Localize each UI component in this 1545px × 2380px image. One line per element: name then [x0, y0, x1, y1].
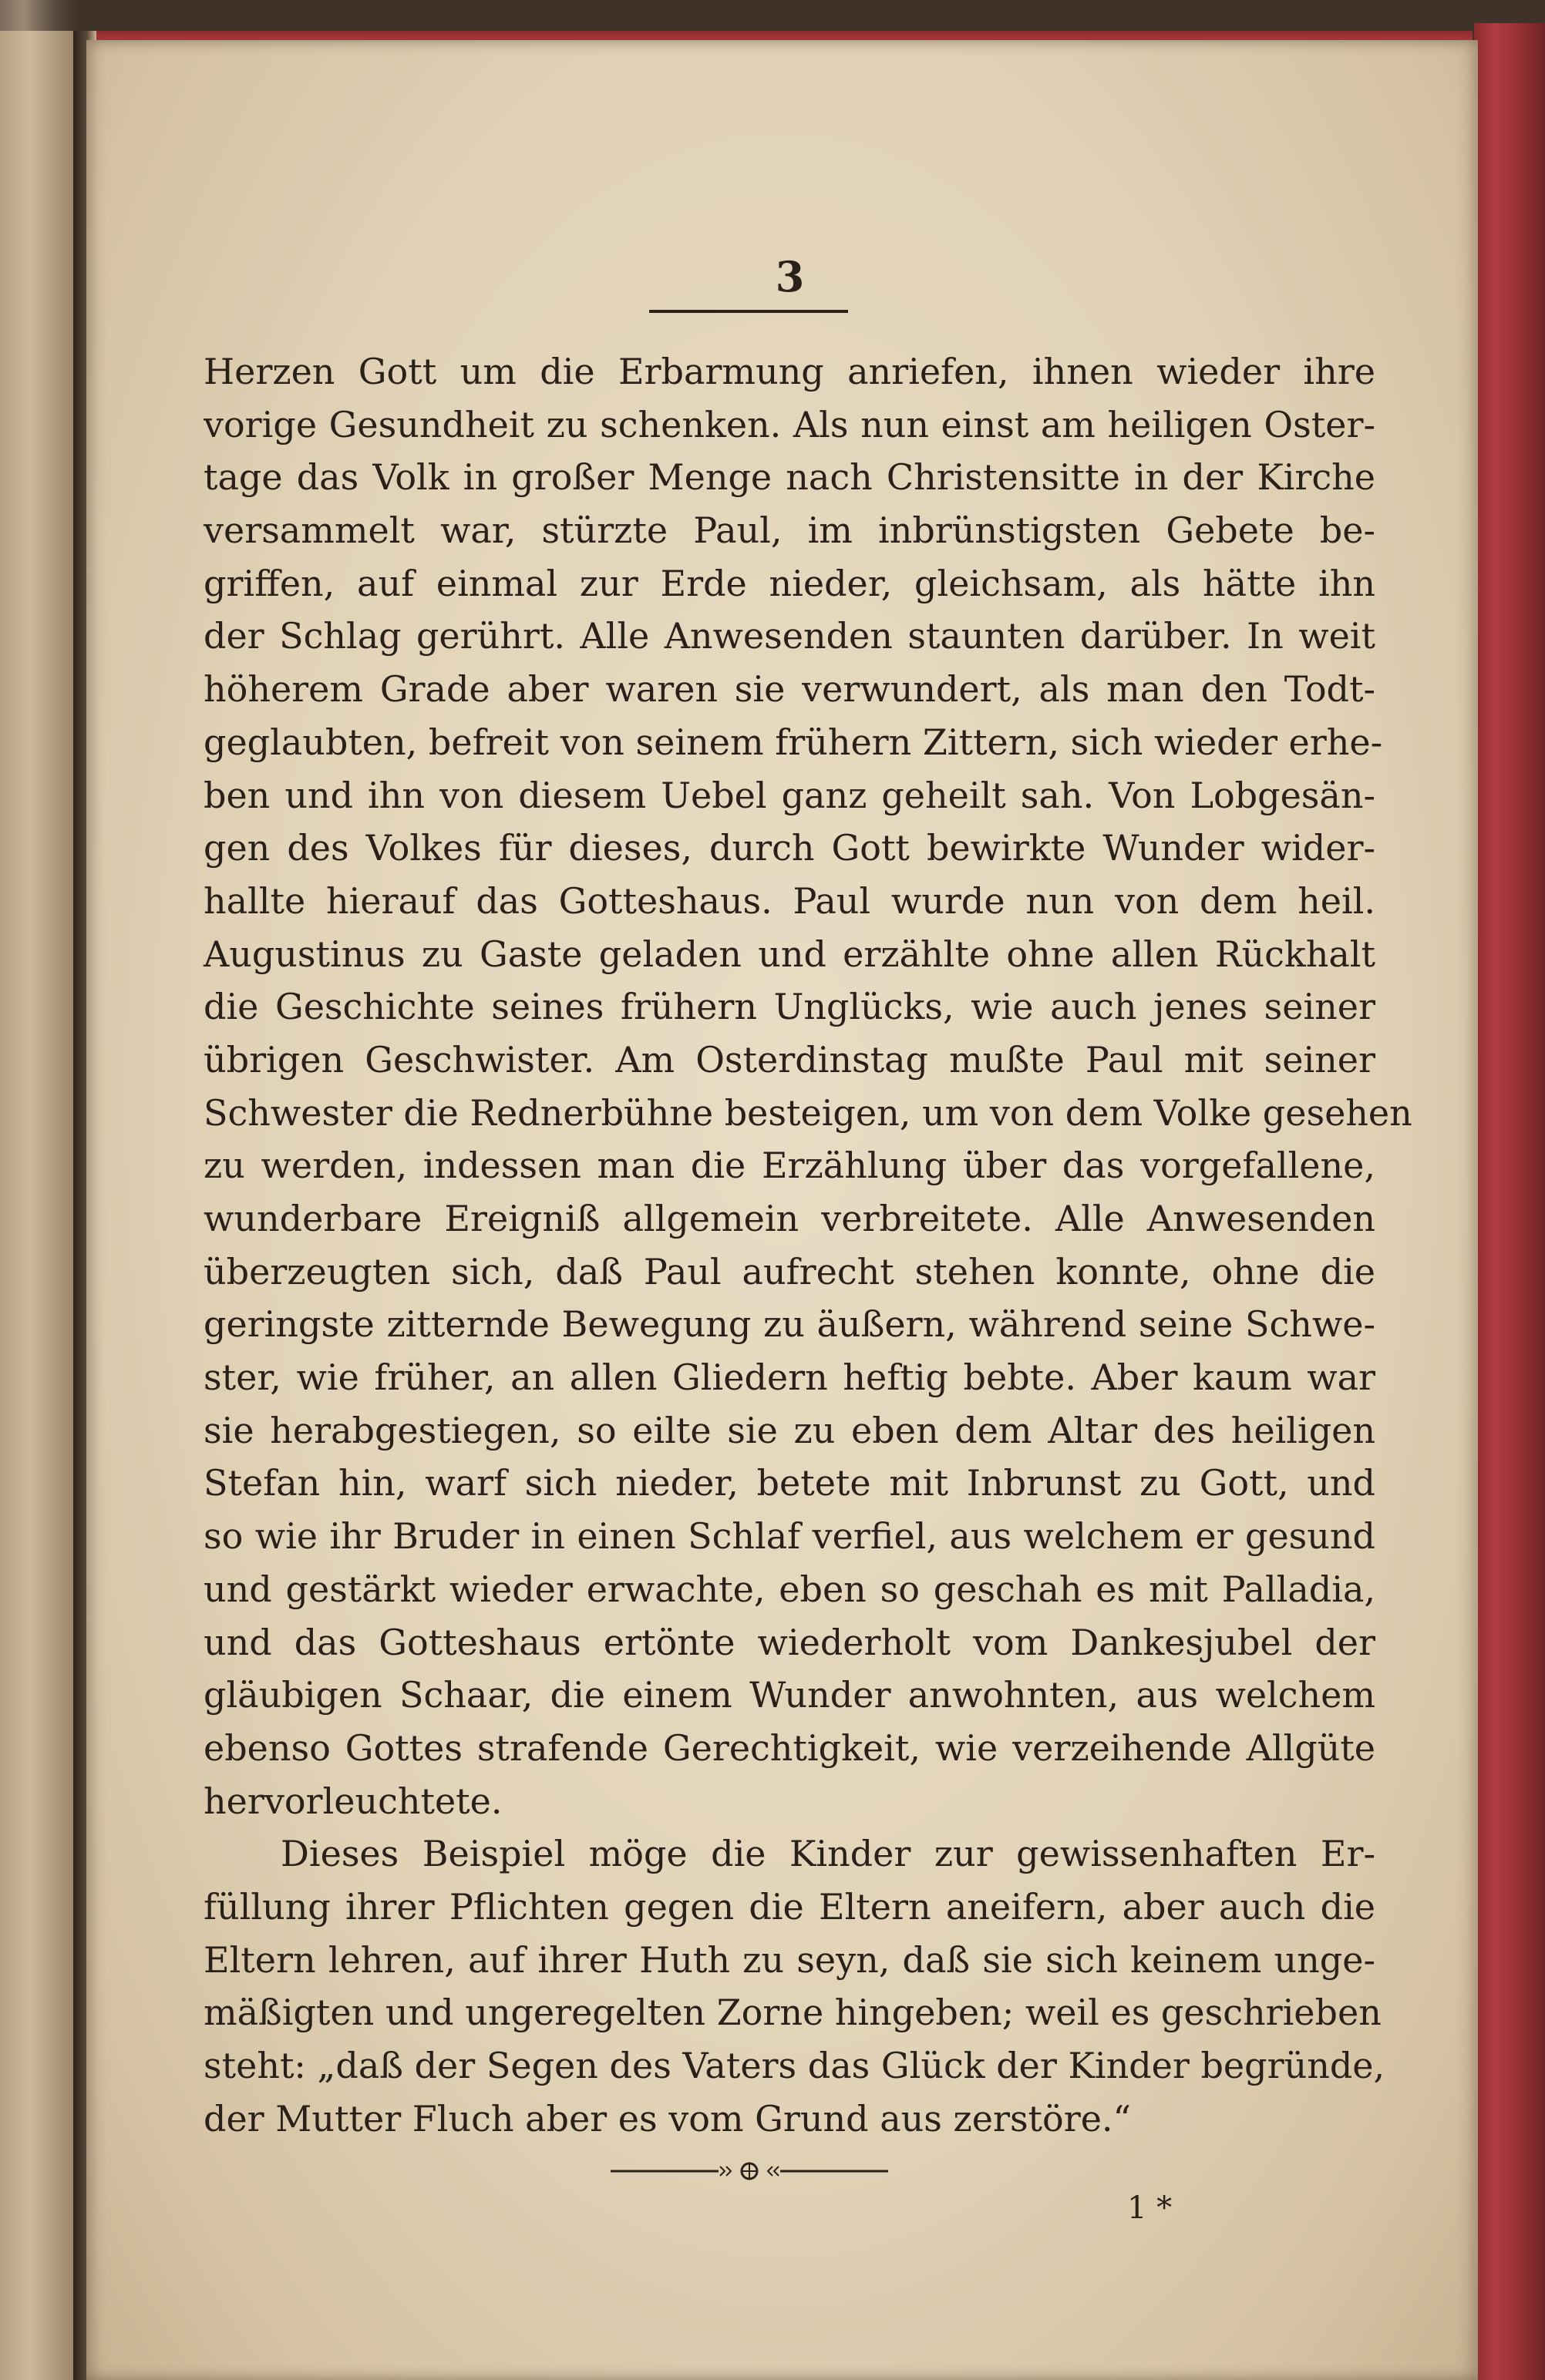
- text-line: Augustinus zu Gaste geladen und erzählte ohne allen Rückhalt: [204, 933, 1375, 975]
- text-line: gläubigen Schaar, die einem Wunder anwohnten, aus welchem: [204, 1674, 1375, 1716]
- text-line: überzeugten sich, daß Paul aufrecht stehen konnte, ohne die: [204, 1250, 1375, 1293]
- text-line: griffen, auf einmal zur Erde nieder, gleichsam, als hätte ihn: [204, 562, 1375, 604]
- text-line: steht: „daß der Segen des Vaters das Glück der Kinder begründe,: [204, 2045, 1385, 2086]
- text-line: füllung ihrer Pflichten gegen die Eltern aneifern, aber auch die: [204, 1885, 1375, 1928]
- page-number-rule: [649, 310, 848, 313]
- text-line: der Schlag gerührt. Alle Anwesenden staunten darüber. In weit: [204, 615, 1375, 657]
- text-line: mäßigten und ungeregelten Zorne hingeben; weil es geschrieben: [204, 1992, 1382, 2034]
- text-line: und gestärkt wieder erwachte, eben so geschah es mit Palladia,: [204, 1568, 1375, 1610]
- text-line: vorige Gesundheit zu schenken. Als nun einst am heiligen Oster-: [204, 403, 1375, 445]
- book-page: [86, 40, 1478, 2380]
- paragraph-1: [204, 345, 1412, 1827]
- text-line: sie herabgestiegen, so eilte sie zu eben dem Altar des heiligen: [204, 1409, 1375, 1451]
- text-line: tage das Volk in großer Menge nach Christensitte in der Kirche: [204, 456, 1375, 499]
- text-line: hervorleuchtete.: [204, 1780, 503, 1822]
- facing-page-edge: [0, 31, 81, 2380]
- text-line: wunderbare Ereigniß allgemein verbreitete. Alle Anwesenden: [204, 1198, 1375, 1239]
- text-line: Eltern lehren, auf ihrer Huth zu seyn, daß sie sich keinem unge-: [204, 1938, 1375, 1981]
- text-line: gen des Volkes für dieses, durch Gott bewirkte Wunder wider-: [204, 827, 1375, 869]
- text-line: so wie ihr Bruder in einen Schlaf verfiel, aus welchem er gesund: [204, 1515, 1375, 1558]
- text-line: Dieses Beispiel möge die Kinder zur gewissenhaften Er-: [281, 1833, 1375, 1875]
- text-line: versammelt war, stürzte Paul, im inbrünstigsten Gebete be-: [204, 509, 1375, 552]
- signature-mark: 1 *: [1127, 2190, 1173, 2226]
- text-line: und das Gotteshaus ertönte wiederholt vom Dankesjubel der: [204, 1621, 1375, 1663]
- text-line: Herzen Gott um die Erbarmung anriefen, ihnen wieder ihre: [204, 351, 1375, 392]
- text-line: ebenso Gottes strafende Gerechtigkeit, wie verzeihende Allgüte: [204, 1726, 1375, 1769]
- book-cover-edge-right: [1474, 23, 1545, 2380]
- paragraph-2: [204, 1827, 1385, 2145]
- text-line: ben und ihn von diesem Uebel ganz geheilt sah. Von Lobgesän-: [204, 774, 1375, 816]
- text-line: ster, wie früher, an allen Gliedern heftig bebte. Aber kaum war: [204, 1356, 1375, 1399]
- ornament-divider: [611, 2156, 888, 2187]
- text-line: geglaubten, befreit von seinem frühern Zittern, sich wieder erhe-: [204, 721, 1383, 763]
- text-line: zu werden, indessen man die Erzählung über das vorgefallene,: [204, 1145, 1375, 1187]
- text-line: Schwester die Rednerbühne besteigen, um von dem Volke gesehen: [204, 1091, 1412, 1134]
- text-line: geringste zitternde Bewegung zu äußern, während seine Schwe-: [204, 1303, 1375, 1346]
- text-line: übrigen Geschwister. Am Osterdinstag mußte Paul mit seiner: [204, 1038, 1375, 1081]
- text-line: höherem Grade aber waren sie verwundert, als man den Todt-: [204, 668, 1375, 711]
- body-text: [204, 345, 1412, 2145]
- text-line: der Mutter Fluch aber es vom Grund aus zerstöre.“: [204, 2097, 1132, 2140]
- text-line: Stefan hin, warf sich nieder, betete mit Inbrunst zu Gott, und: [204, 1462, 1375, 1504]
- text-line: die Geschichte seines frühern Unglücks, wie auch jenes seiner: [204, 986, 1375, 1028]
- page-number: 3: [775, 252, 805, 301]
- text-line: hallte hierauf das Gotteshaus. Paul wurde nun von dem heil.: [204, 879, 1375, 922]
